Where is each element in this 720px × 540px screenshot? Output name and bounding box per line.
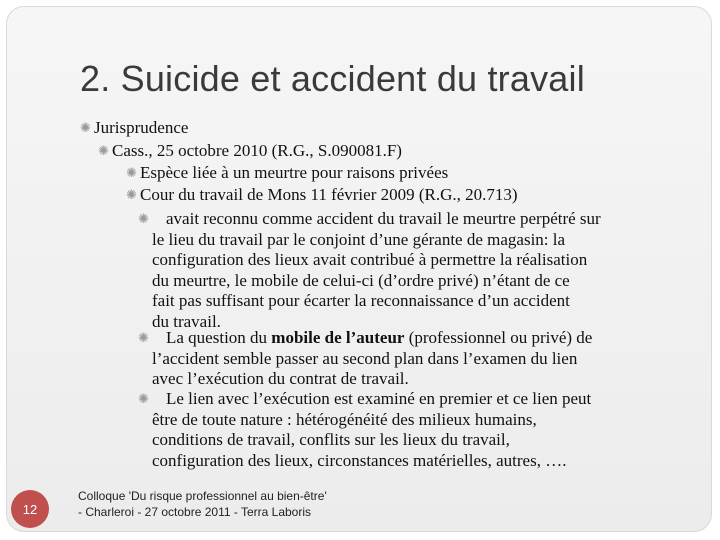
slide-title: 2. Suicide et accident du travail — [80, 58, 585, 99]
paragraph-lien-execution: ✺ Le lien avec l’exécution est examiné en premier et ce lien peut être de toute nature : hétérogénéité des milieux humains, conditions de travail, conflits sur les lieux du travail, configuration des lieux, circonstances matérielles, autres, …. — [138, 389, 592, 470]
bullet-espece: ✺ Espèce liée à un meurtre pour raisons privées — [126, 163, 449, 182]
footer-line-2: - Charleroi - 27 octobre 2011 - Terra Laboris — [78, 505, 312, 519]
footer-line-1: Colloque 'Du risque professionnel au bien-être' — [78, 489, 327, 503]
bullet-cass: ✺ Cass., 25 octobre 2010 (R.G., S.090081.F) — [98, 141, 402, 160]
paragraph-question-mobile: ✺ La question du mobile de l’auteur (professionnel ou privé) de l’accident semble passer au second plan dans l’examen du lien avec l’exécution du contrat de travail. — [138, 328, 593, 388]
bullet-icon: ✺ — [138, 330, 149, 345]
bullet-icon: ✺ — [126, 165, 137, 180]
bullet-cour-du-travail: ✺ Cour du travail de Mons 11 février 2009 (R.G., 20.713) — [126, 185, 518, 204]
bullet-icon: ✺ — [98, 143, 109, 158]
page-number-badge: 12 — [11, 490, 49, 528]
paragraph-avait-reconnu: ✺ avait reconnu comme accident du travail le meurtre perpétré sur le lieu du travail par le conjoint d’une gérante de magasin: la configuration des lieux avait contribué à permettre la réalisation du meurtre, le mobile de celui-ci (d’ordre privé) n’étant de ce fait pas suffisant pour écarter la reconnaissance d’un accident du travail. — [138, 209, 601, 331]
footer — [78, 488, 327, 520]
bullet-icon: ✺ — [138, 391, 149, 406]
bullet-jurisprudence: ✺ Jurisprudence — [80, 118, 189, 137]
bullet-icon: ✺ — [138, 211, 149, 226]
bullet-icon: ✺ — [126, 187, 137, 202]
bullet-icon: ✺ — [80, 120, 91, 135]
